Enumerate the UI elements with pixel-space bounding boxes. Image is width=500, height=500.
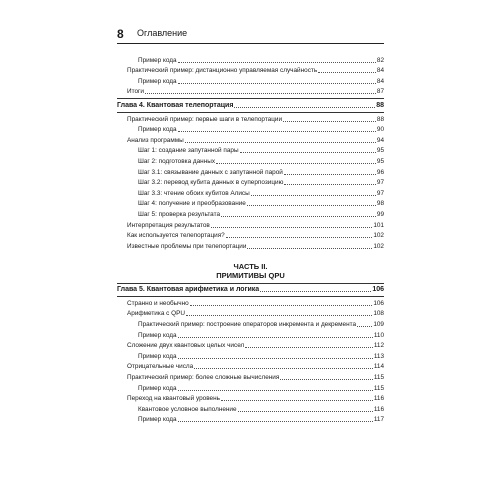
entry-page: 95: [376, 157, 384, 165]
entry-title: Пример кода: [138, 126, 177, 134]
entry-page: 87: [376, 88, 384, 96]
chapter-title: Глава 5. Квантовая арифметика и логика: [117, 286, 260, 294]
leader-dots: [186, 315, 372, 316]
leader-dots: [280, 379, 373, 380]
toc-entry[interactable]: [117, 351, 384, 362]
divider: [117, 296, 384, 297]
toc-entry[interactable]: [117, 188, 384, 199]
leader-dots: [240, 152, 376, 153]
entry-page: 116: [373, 405, 384, 413]
toc-entry[interactable]: [117, 114, 384, 125]
divider: [117, 112, 384, 113]
leader-dots: [283, 121, 376, 122]
toc-entry[interactable]: [117, 341, 384, 352]
entry-title: Шаг 3.3: чтение обоих кубитов Алисы: [138, 189, 250, 197]
entry-title: Итоги: [127, 88, 144, 96]
leader-dots: [251, 195, 376, 196]
toc-entry[interactable]: [117, 178, 384, 189]
entry-page: 101: [373, 221, 384, 229]
entry-page: 114: [373, 363, 384, 371]
entry-page: 84: [376, 77, 384, 85]
chapter-title: Глава 4. Квантовая телепортация: [117, 101, 234, 109]
toc-entry[interactable]: [117, 231, 384, 242]
entry-page: 110: [373, 331, 384, 339]
entry-page: 112: [373, 342, 384, 350]
toc-entry[interactable]: [117, 125, 384, 136]
toc-entry[interactable]: [117, 394, 384, 405]
leader-dots: [318, 72, 376, 73]
part-number: ЧАСТЬ II.: [233, 261, 268, 271]
entry-page: 84: [376, 67, 384, 75]
entry-title: Практический пример: более сложные вычисления: [127, 374, 280, 382]
entry-page: 97: [376, 179, 384, 187]
toc-group-b: [117, 114, 384, 252]
entry-page: 96: [376, 168, 384, 176]
entry-page: 90: [376, 126, 384, 134]
toc-entry[interactable]: [117, 415, 384, 426]
toc-entry[interactable]: [117, 330, 384, 341]
leader-dots: [284, 174, 376, 175]
toc-entry[interactable]: [117, 167, 384, 178]
toc-entry[interactable]: [117, 209, 384, 220]
leader-dots: [216, 163, 376, 164]
leader-dots: [178, 337, 373, 338]
chapter-heading[interactable]: [117, 100, 384, 111]
leader-dots: [238, 411, 373, 412]
leader-dots: [211, 227, 372, 228]
toc-entry[interactable]: [117, 55, 384, 66]
toc-entry[interactable]: [117, 199, 384, 210]
entry-page: 109: [373, 321, 384, 329]
entry-page: 115: [373, 374, 384, 382]
divider: [117, 283, 384, 284]
toc-entry[interactable]: [117, 309, 384, 320]
entry-title: Шаг 3.1: связывание данных с запутанной парой: [138, 168, 283, 176]
part-heading: [117, 262, 384, 280]
entry-title: Сложение двух квантовых целых чисел: [127, 342, 245, 350]
entry-title: Переход на квантовый уровень: [127, 395, 220, 403]
entry-page: 117: [373, 416, 384, 424]
entry-title: Известные проблемы при телепортации: [127, 242, 247, 250]
toc-entry[interactable]: [117, 372, 384, 383]
leader-dots: [247, 248, 372, 249]
entry-page: 113: [373, 352, 384, 360]
leader-dots: [284, 184, 376, 185]
entry-page: 94: [376, 136, 384, 144]
entry-title: Шаг 5: проверка результата: [138, 210, 221, 218]
entry-title: Интерпретация результатов: [127, 221, 210, 229]
table-of-contents: [117, 55, 384, 425]
toc-entry[interactable]: [117, 87, 384, 98]
entry-title: Практический пример: построение операторов инкремента и декремента: [138, 321, 357, 329]
toc-entry[interactable]: [117, 241, 384, 252]
entry-page: 116: [373, 395, 384, 403]
leader-dots: [245, 347, 373, 348]
entry-title: Пример кода: [138, 352, 177, 360]
header-divider: [117, 43, 384, 44]
entry-title: Пример кода: [138, 331, 177, 339]
page-header: [117, 27, 384, 43]
part-title: ПРИМИТИВЫ QPU: [216, 270, 285, 280]
leader-dots: [226, 237, 373, 238]
leader-dots: [357, 326, 372, 327]
leader-dots: [178, 390, 373, 391]
entry-page: 102: [373, 242, 384, 250]
toc-entry[interactable]: [117, 383, 384, 394]
toc-entry[interactable]: [117, 404, 384, 415]
toc-entry[interactable]: [117, 66, 384, 77]
leader-dots: [178, 62, 376, 63]
entry-title: Шаг 4: получение и преобразование: [138, 200, 246, 208]
entry-page: 95: [376, 147, 384, 155]
entry-title: Практический пример: дистанционно управляемая случайность: [127, 67, 318, 75]
entry-title: Пример кода: [138, 384, 177, 392]
leader-dots: [247, 205, 376, 206]
entry-page: 88: [376, 115, 384, 123]
entry-page: 102: [373, 232, 384, 240]
toc-entry[interactable]: [117, 362, 384, 373]
entry-title: Практический пример: первые шаги в телепортации: [127, 115, 283, 123]
toc-entry[interactable]: [117, 319, 384, 330]
entry-title: Как используется телепортация?: [127, 232, 225, 240]
leader-dots: [221, 216, 376, 217]
entry-title: Пример кода: [138, 77, 177, 85]
entry-page: 98: [376, 200, 384, 208]
toc-entry[interactable]: [117, 146, 384, 157]
page-title: Оглавление: [137, 28, 188, 38]
leader-dots: [194, 368, 373, 369]
toc-entry[interactable]: [117, 156, 384, 167]
entry-page: 115: [373, 384, 384, 392]
entry-title: Странно и необычно: [127, 299, 189, 307]
entry-page: 106: [373, 299, 384, 307]
entry-title: Анализ программы: [127, 136, 184, 144]
leader-dots: [178, 358, 373, 359]
leader-dots: [178, 83, 376, 84]
toc-entry[interactable]: [117, 220, 384, 231]
entry-title: Пример кода: [138, 56, 177, 64]
entry-page: 99: [376, 210, 384, 218]
leader-dots: [178, 131, 376, 132]
entry-title: Пример кода: [138, 416, 177, 424]
leader-dots: [145, 93, 376, 94]
leader-dots: [185, 142, 376, 143]
leader-dots: [190, 305, 373, 306]
entry-title: Шаг 2: подготовка данных: [138, 157, 216, 165]
leader-dots: [221, 400, 373, 401]
chapter-heading[interactable]: [117, 285, 384, 296]
chapter-page: 88: [376, 101, 384, 109]
entry-title: Отрицательные числа: [127, 363, 194, 371]
page-number: 8: [117, 27, 124, 41]
entry-page: 108: [373, 310, 384, 318]
leader-dots: [178, 421, 373, 422]
entry-title: Квантовое условное выполнение: [138, 405, 237, 413]
entry-title: Шаг 3.2: перевод кубита данных в суперпозицию: [138, 179, 284, 187]
entry-title: Арифметика с QPU: [127, 310, 185, 318]
entry-title: Шаг 1: создание запутанной пары: [138, 147, 239, 155]
toc-group-c: [117, 298, 384, 425]
toc-entry[interactable]: [117, 76, 384, 87]
entry-page: 82: [376, 56, 384, 64]
leader-dots: [260, 291, 371, 292]
toc-group-a: [117, 55, 384, 97]
entry-page: 97: [376, 189, 384, 197]
chapter-page: 106: [372, 286, 384, 294]
toc-entry[interactable]: [117, 135, 384, 146]
toc-entry[interactable]: [117, 298, 384, 309]
leader-dots: [234, 107, 375, 108]
divider: [117, 98, 384, 99]
